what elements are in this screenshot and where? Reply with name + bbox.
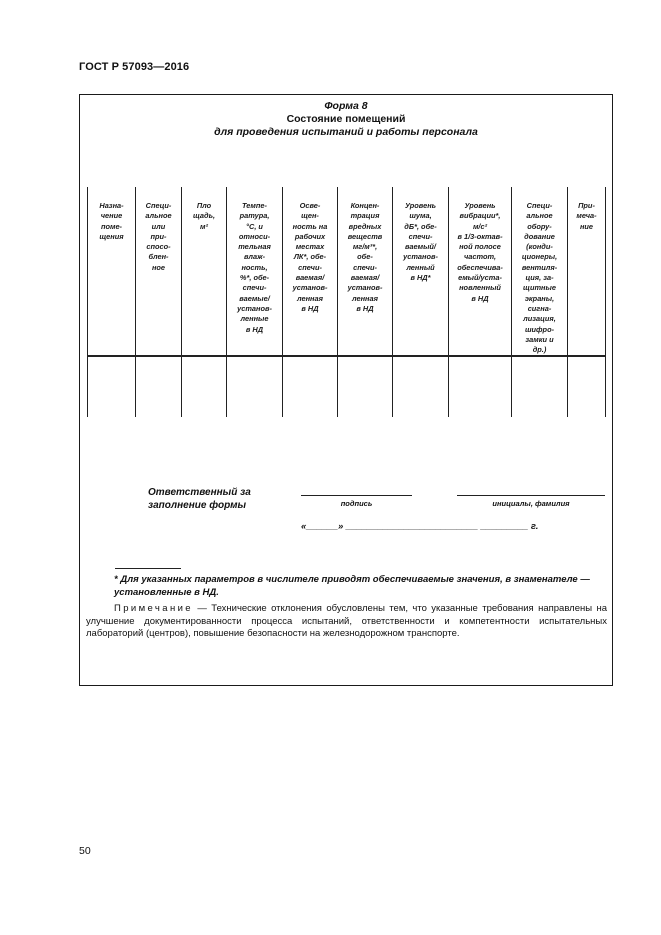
table-cell (283, 356, 338, 417)
premises-table (87, 187, 606, 417)
table-cell (568, 356, 606, 417)
form-subtitle-2: для проведения испытаний и работы персонала (214, 126, 478, 138)
column-header: Специ- альное или при- спосо- блен- ное (136, 187, 182, 356)
form-title: Форма 8 (324, 100, 368, 112)
column-header: Темпе- ратура, °С, и относи- тельная влаж- ность, %*, обе- спечи- ваемые/ установ- ленные в НД (227, 187, 283, 356)
signature-line (301, 495, 412, 496)
table-header-row (88, 187, 606, 356)
table-cell (227, 356, 283, 417)
column-header: Уровень шума, дБ*, обе- спечи- ваемый/ установ- ленный в НД* (393, 187, 449, 356)
column-header: Осве- щен- ность на рабочих местах ЛК*, обе- спечи- ваемая/ установ- ленная в НД (283, 187, 338, 356)
column-header: Назна- чение поме- щения (88, 187, 136, 356)
date-line: «______» _________________________ _________ г. (301, 521, 539, 532)
column-header: Концен- трация вредных веществ мг/м³*, обе- спечи- ваемая/ установ- ленная в НД (338, 187, 393, 356)
table-cell (449, 356, 512, 417)
table-cell (338, 356, 393, 417)
column-header: При- меча- ние (568, 187, 606, 356)
table-empty-row (88, 356, 606, 417)
column-header (182, 187, 227, 356)
table-cell (88, 356, 136, 417)
form-title-block (79, 100, 613, 139)
column-header-text: Пло щадь, м² (192, 201, 216, 231)
document-code: ГОСТ Р 57093—2016 (79, 61, 190, 73)
form-subtitle-1: Состояние помещений (286, 113, 406, 125)
note (86, 603, 607, 641)
name-caption: инициалы, фамилия (492, 499, 570, 508)
table-cell (393, 356, 449, 417)
table-cell (512, 356, 568, 417)
note-label: Примечание (114, 603, 193, 614)
responsible-label: Ответственный за заполнение формы (148, 487, 251, 511)
table-cell (182, 356, 227, 417)
signature-caption: подпись (340, 499, 373, 508)
column-header: Специ- альное обору- дование (конди- ционеры, вентиля- ция, за- щитные экраны, сигна- лизация, шифро- замки и др.) (512, 187, 568, 356)
name-line (457, 495, 605, 496)
page-number: 50 (79, 845, 91, 857)
note-text: — Технические отклонения обусловлены тем, что указанные требования направлены на улучшение документированности процесса испытаний, ответственности и компетентности испытательных лабораторий (центров), повышение безопасности на железнодорожном транспорте. (86, 603, 607, 639)
footnote: * Для указанных параметров в числителе приводят обеспечиваемые значения, в знаменателе — установленные в НД. (114, 574, 590, 598)
column-header: Уровень вибрации*, м/с² в 1/3-октав- ной полосе частот, обеспечива- емый/уста- новленный в НД (449, 187, 512, 356)
table-cell (136, 356, 182, 417)
footnote-rule (115, 568, 181, 569)
